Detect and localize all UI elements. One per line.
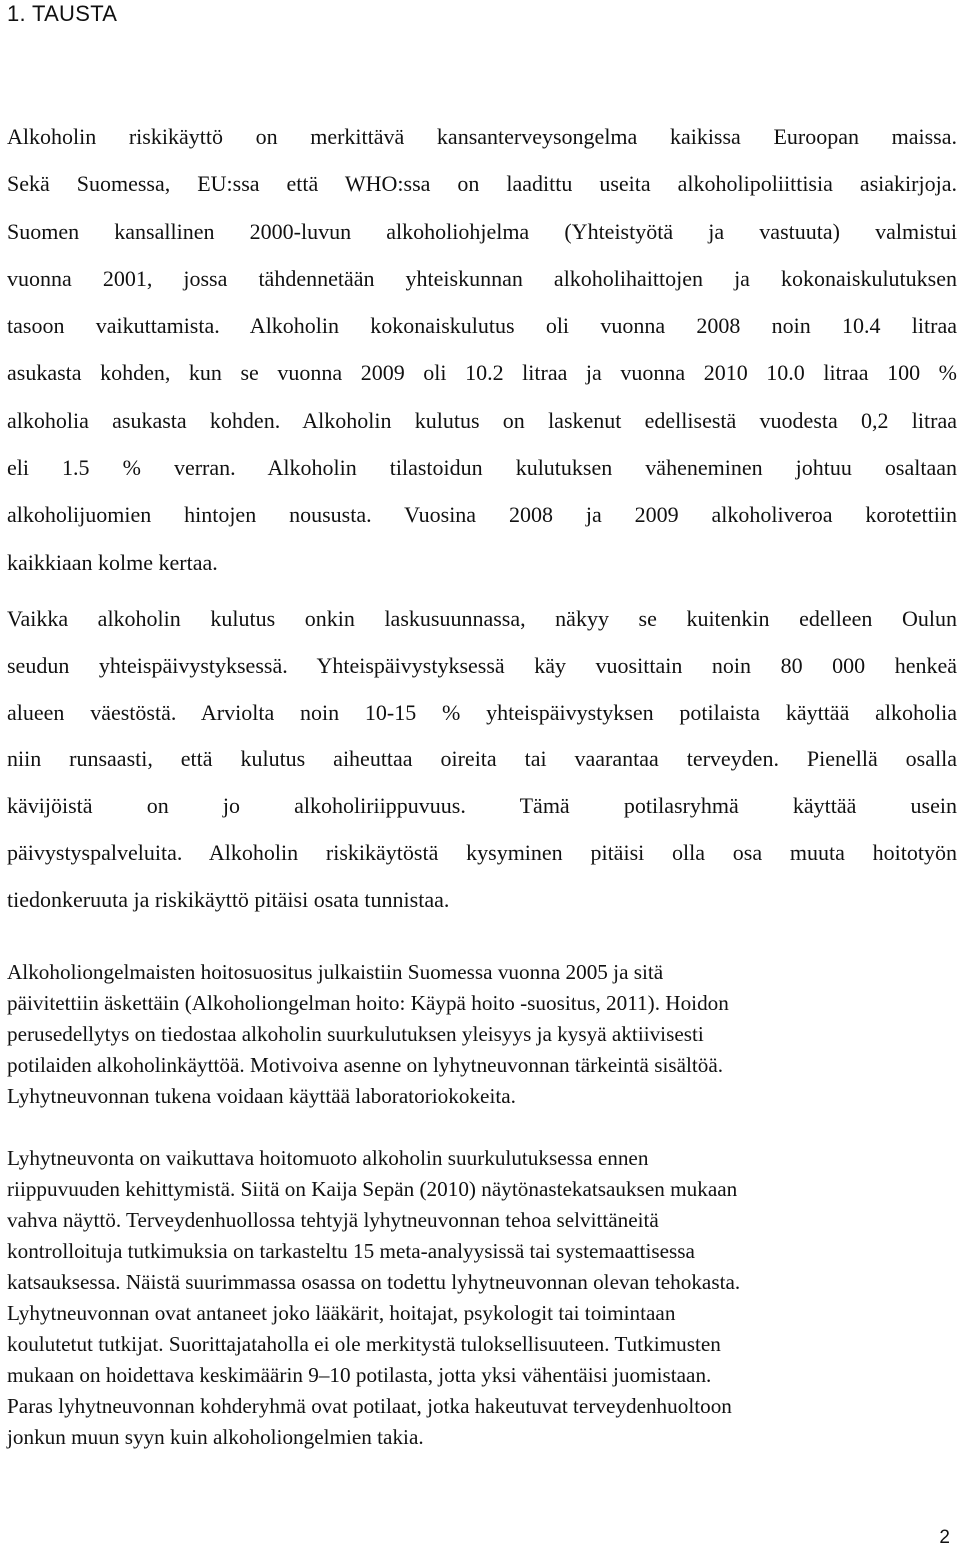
text-line: Paras lyhytneuvonnan kohderyhmä ovat potilaat, jotka hakeutuvat terveydenhuoltoon [7,1394,732,1418]
text-line: Lyhytneuvonnan ovat antaneet joko lääkärit, hoitajat, psykologit tai toimintaan [7,1301,676,1325]
text-line: asukasta kohden, kun se vuonna 2009 oli 10.2 litraa ja vuonna 2010 10.0 litraa 100 % [7,360,957,386]
text-line: tasoon vaikuttamista. Alkoholin kokonaiskulutus oli vuonna 2008 noin 10.4 litraa [7,313,957,339]
text-line: päivystyspalveluita. Alkoholin riskikäytöstä kysyminen pitäisi olla osa muuta hoitotyön [7,839,957,865]
page-number: 2 [939,1527,950,1548]
text-line: mukaan on hoidettava keskimäärin 9–10 potilasta, jotta yksi vähentäisi juomistaan. [7,1363,712,1387]
text-line: Suomen kansallinen 2000-luvun alkoholiohjelma (Yhteistyötä ja vastuuta) valmistui [7,218,957,244]
text-line: alkoholia asukasta kohden. Alkoholin kulutus on laskenut edellisestä vuodesta 0,2 litraa [7,407,957,433]
text-line: Lyhytneuvonnan tukena voidaan käyttää laboratoriokokeita. [7,1084,516,1108]
text-line: Alkoholin riskikäyttö on merkittävä kansanterveysongelma kaikissa Euroopan maissa. [7,124,957,149]
text-line: eli 1.5 % verran. Alkoholin tilastoidun kulutuksen väheneminen johtuu osaltaan [7,455,957,481]
text-line: alueen väestöstä. Arviolta noin 10-15 % yhteispäivystyksen potilaista käyttää alkoholia [7,699,957,725]
paragraph-2 [7,596,957,924]
section-heading: 1. TAUSTA [7,1,118,26]
text-line: koulutetut tutkijat. Suorittajataholla ei ole merkitystä tuloksellisuuteen. Tutkimusten [7,1332,721,1356]
text-line: Alkoholiongelmaisten hoitosuositus julkaistiin Suomessa vuonna 2005 ja sitä [7,960,664,984]
paragraph-1 [7,113,957,586]
text-line: Vaikka alkoholin kulutus onkin laskusuunnassa, näkyy se kuitenkin edelleen Oulun [7,606,957,631]
text-line: seudun yhteispäivystyksessä. Yhteispäivystyksessä käy vuosittain noin 80 000 henkeä [7,652,957,678]
paragraph-4 [7,1143,957,1453]
text-line: vahva näyttö. Terveydenhuollossa tehtyjä lyhytneuvonnan tehoa selvittäneitä [7,1208,659,1232]
text-line: alkoholijuomien hintojen noususta. Vuosina 2008 ja 2009 alkoholiveroa korotettiin [7,502,957,528]
text-line: Sekä Suomessa, EU:ssa että WHO:ssa on laadittu useita alkoholipoliittisia asiakirjoja. [7,171,957,197]
text-line: päivitettiin äskettäin (Alkoholiongelman hoito: Käypä hoito -suositus, 2011). Hoidon [7,991,729,1015]
text-line: kaikkiaan kolme kertaa. [7,549,218,575]
text-line: potilaiden alkoholinkäyttöä. Motivoiva asenne on lyhytneuvonnan tärkeintä sisältöä. [7,1053,724,1077]
text-line: kävijöistä on jo alkoholiriippuvuus. Tämä potilasryhmä käyttää usein [7,793,957,819]
text-line: kontrolloituja tutkimuksia on tarkasteltu 15 meta-analyysissä tai systemaattisessa [7,1239,695,1263]
text-line: vuonna 2001, jossa tähdennetään yhteiskunnan alkoholihaittojen ja kokonaiskulutuksen [7,265,957,291]
text-line: Lyhytneuvonta on vaikuttava hoitomuoto alkoholin suurkulutuksessa ennen [7,1146,649,1170]
text-line: riippuvuuden kehittymistä. Siitä on Kaija Sepän (2010) näytönastekatsauksen mukaan [7,1177,738,1201]
text-line: jonkun muun syyn kuin alkoholiongelmien takia. [7,1425,424,1449]
text-line: tiedonkeruuta ja riskikäyttö pitäisi osata tunnistaa. [7,886,450,912]
text-line: niin runsaasti, että kulutus aiheuttaa oireita tai vaarantaa terveyden. Pienellä osalla [7,746,957,772]
paragraph-3 [7,957,957,1112]
text-line: katsauksessa. Näistä suurimmassa osassa on todettu lyhytneuvonnan olevan tehokasta. [7,1270,741,1294]
text-line: perusedellytys on tiedostaa alkoholin suurkulutuksen yleisyys ja kysyä aktiivisesti [7,1022,704,1046]
